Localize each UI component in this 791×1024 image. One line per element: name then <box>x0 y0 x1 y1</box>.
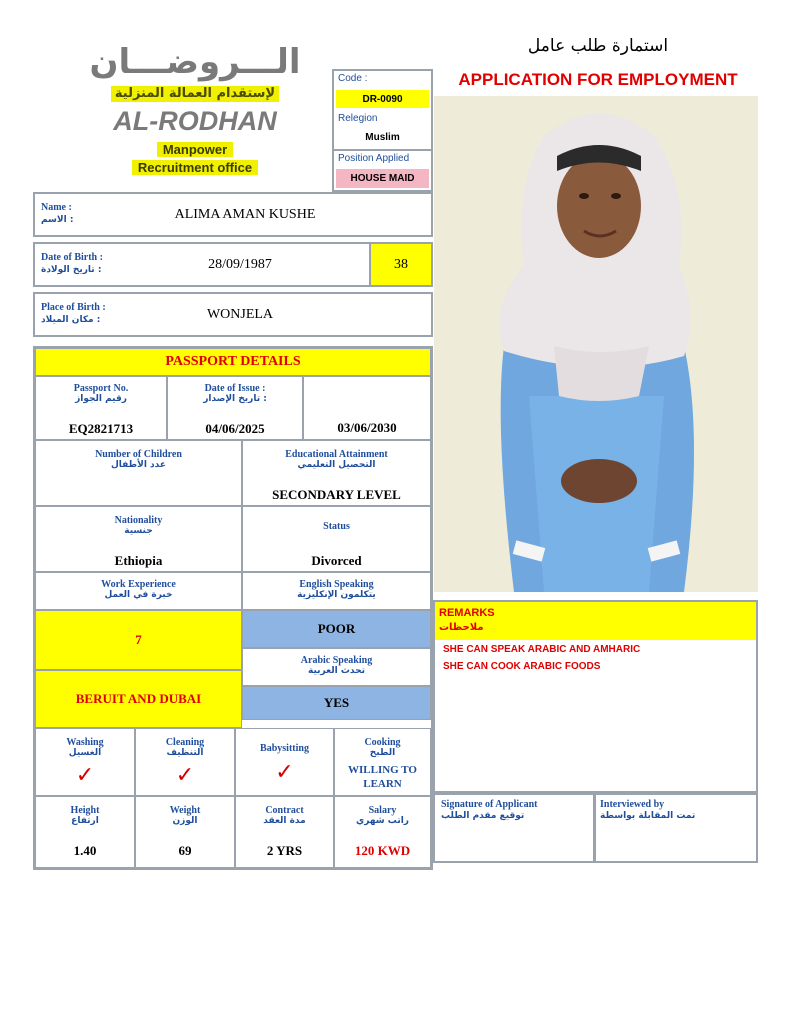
remarks-box <box>433 600 758 793</box>
logo-line2: Recruitment office <box>132 160 258 175</box>
arabic-label-cell <box>242 648 431 686</box>
children-label-ar: عدد الأطفال <box>110 460 167 470</box>
signature-applicant-label: Signature of Applicant <box>441 799 538 810</box>
work-exp-label: Work Experience <box>101 579 176 590</box>
passport-issue-cell <box>167 376 303 440</box>
height-value: 1.40 <box>73 843 97 858</box>
work-exp-label-ar: خبرة في العمل <box>104 590 173 600</box>
weight-cell <box>135 796 235 868</box>
education-label-ar: التحصيل التعليمي <box>297 460 376 470</box>
work-place-value: BERUIT AND DUBAI <box>35 670 242 728</box>
name-value: ALIMA AMAN KUSHE <box>174 207 316 222</box>
children-cell <box>35 440 242 506</box>
code-value: DR-0090 <box>336 90 429 108</box>
arabic-label-ar: تحدث العربية <box>308 666 365 676</box>
cooking-value: WILLING TO LEARN <box>348 764 417 790</box>
dob-row <box>33 242 433 287</box>
passport-no-value: EQ2821713 <box>68 421 134 436</box>
contract-cell <box>235 796 334 868</box>
cooking-label: Cooking <box>364 737 401 748</box>
signature-applicant-label-ar: توقيع مقدم الطلب <box>441 811 525 821</box>
babysitting-cell <box>235 728 334 796</box>
status-cell <box>242 506 431 572</box>
dob-value: 28/09/1987 <box>208 257 272 272</box>
weight-label: Weight <box>169 805 201 816</box>
children-label: Number of Children <box>95 449 182 460</box>
passport-title: PASSPORT DETAILS <box>35 348 431 376</box>
meta-box <box>332 69 433 192</box>
pob-label: Place of Birth : <box>41 302 106 313</box>
signature-interviewer-label: Interviewed by <box>600 799 665 810</box>
religion-value: Muslim <box>365 132 400 143</box>
logo-arabic-subtitle: لإستقدام العمالة المنزلية <box>111 86 279 102</box>
code-label: Code : <box>338 73 368 84</box>
remarks-line-1: SHE CAN SPEAK ARABIC AND AMHARIC <box>443 644 641 655</box>
cleaning-label-ar: التنظيف <box>166 748 204 758</box>
pob-label-ar: مكان الميلاد : <box>41 315 101 325</box>
remarks-title-ar: ملاحظات <box>439 622 484 633</box>
logo-name: AL-RODHAN <box>113 106 277 136</box>
agency-logo <box>60 40 330 180</box>
salary-value: 120 KWD <box>354 843 411 858</box>
applicant-photo-illustration <box>434 96 758 592</box>
status-label: Status <box>323 521 350 532</box>
washing-check-icon: ✓ <box>75 763 95 788</box>
education-value: SECONDARY LEVEL <box>272 487 401 502</box>
remarks-line-2: SHE CAN COOK ARABIC FOODS <box>443 661 601 672</box>
babysitting-label: Babysitting <box>260 743 309 754</box>
name-row <box>33 192 433 237</box>
signature-interviewer-box <box>594 793 758 863</box>
weight-label-ar: الوزن <box>172 816 198 826</box>
form-title: APPLICATION FOR EMPLOYMENT <box>458 70 738 89</box>
passport-expiry-value: 03/06/2030 <box>337 420 397 435</box>
remarks-header <box>435 602 756 640</box>
cleaning-label: Cleaning <box>165 737 205 748</box>
education-cell <box>242 440 431 506</box>
passport-issue-value: 04/06/2025 <box>205 421 265 436</box>
nationality-value: Ethiopia <box>114 553 163 568</box>
passport-expiry-cell <box>303 376 431 440</box>
name-label-ar: الاسم : <box>41 215 74 225</box>
cleaning-check-icon: ✓ <box>175 763 195 788</box>
arabic-label: Arabic Speaking <box>300 655 373 666</box>
signature-applicant-box <box>433 793 595 863</box>
logo-line1: Manpower <box>157 142 233 157</box>
work-years-value: 7 <box>35 610 242 670</box>
position-label: Position Applied <box>338 153 410 164</box>
name-label: Name : <box>41 202 72 213</box>
weight-value: 69 <box>178 843 192 858</box>
dob-label-ar: تاريخ الولادة : <box>41 265 102 275</box>
pob-row <box>33 292 433 337</box>
nationality-label-ar: جنسية <box>124 526 153 536</box>
english-label-ar: يتكلمون الإنكليزية <box>297 590 376 600</box>
remarks-title: REMARKS <box>439 607 495 619</box>
height-label: Height <box>70 805 100 816</box>
english-value: POOR <box>242 610 431 648</box>
religion-label: Relegion <box>338 113 378 124</box>
passport-issue-label: Date of Issue : <box>204 383 266 394</box>
applicant-photo <box>434 96 758 592</box>
passport-issue-label-ar: تاريخ الإصدار : <box>203 394 267 404</box>
babysitting-check-icon: ✓ <box>275 760 294 785</box>
washing-cell <box>35 728 135 796</box>
cooking-cell <box>334 728 431 796</box>
washing-label: Washing <box>66 737 104 748</box>
form-title-arabic: استمارة طلب عامل <box>527 36 669 56</box>
salary-label: Salary <box>368 805 397 816</box>
contract-label-ar: مدة العقد <box>263 816 306 826</box>
position-value: HOUSE MAID <box>336 169 429 188</box>
contract-value: 2 YRS <box>266 843 303 858</box>
nationality-label: Nationality <box>114 515 163 526</box>
height-cell <box>35 796 135 868</box>
details-grid <box>33 346 433 870</box>
status-value: Divorced <box>311 553 362 568</box>
height-label-ar: ارتفاع <box>71 816 99 826</box>
work-exp-label-cell <box>35 572 242 610</box>
cleaning-cell <box>135 728 235 796</box>
logo-arabic-name: الـــروضـــان <box>89 42 301 82</box>
dob-label: Date of Birth : <box>41 252 103 263</box>
cooking-label-ar: الطبخ <box>369 748 396 758</box>
passport-no-cell <box>35 376 167 440</box>
english-label-cell <box>242 572 431 610</box>
pob-value: WONJELA <box>206 307 274 322</box>
education-label: Educational Attainment <box>285 449 388 460</box>
salary-label-ar: راتب شهري <box>356 816 409 826</box>
contract-label: Contract <box>265 805 304 816</box>
arabic-value: YES <box>242 686 431 720</box>
signature-interviewer-label-ar: تمت المقابلة بواسطة <box>600 811 696 821</box>
english-label: English Speaking <box>299 579 374 590</box>
passport-no-label-ar: رقيم الجواز <box>75 394 127 404</box>
passport-no-label: Passport No. <box>73 383 129 394</box>
age-value: 38 <box>369 244 431 285</box>
salary-cell <box>334 796 431 868</box>
washing-label-ar: الغسيل <box>68 748 102 758</box>
nationality-cell <box>35 506 242 572</box>
